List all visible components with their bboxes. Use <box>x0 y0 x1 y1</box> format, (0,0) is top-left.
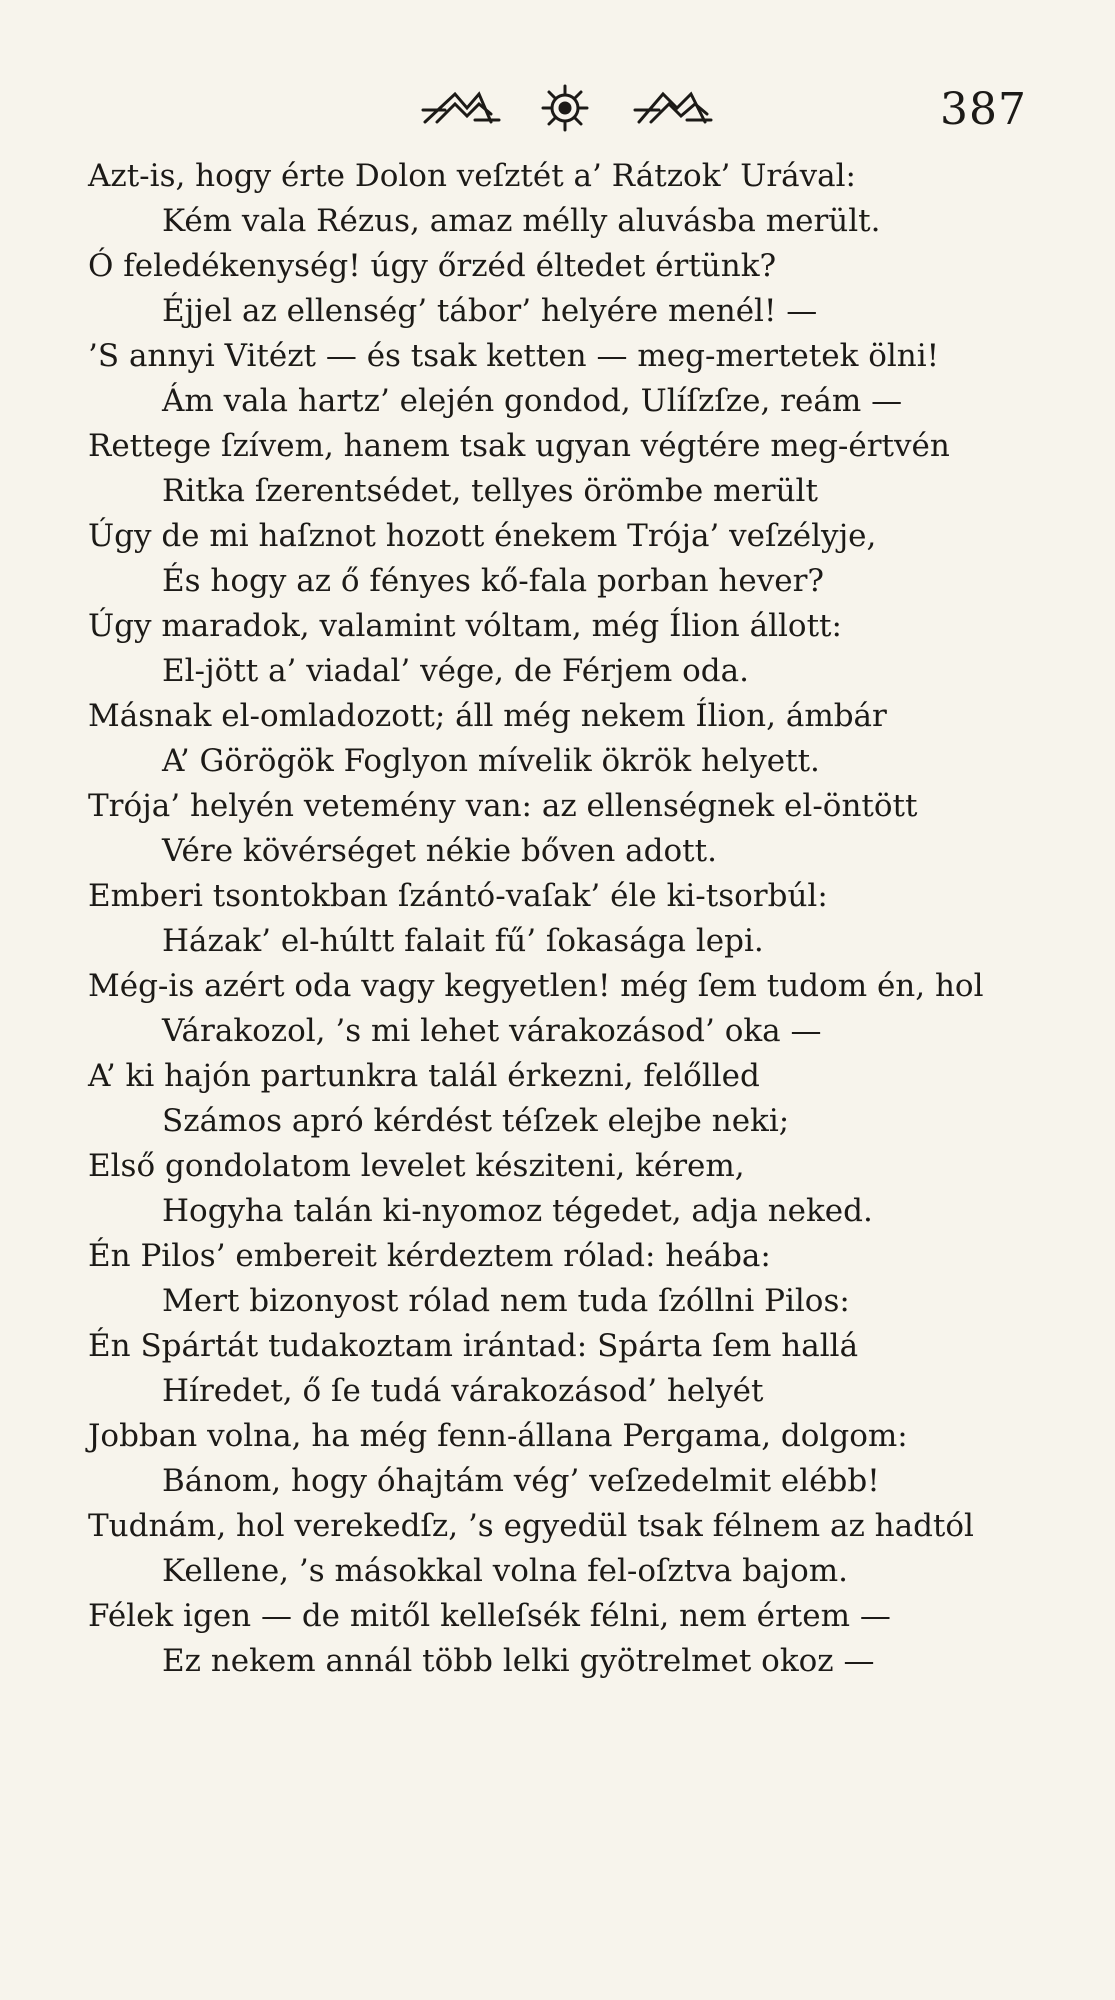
decorative-flourish-icon <box>415 82 715 134</box>
verse-line-29: Jobban volna, ha még fenn-állana Pergama, dolgom: <box>88 1418 908 1454</box>
verse-line-13: Másnak el-omladozott; áll még nekem Ílion, ámbár <box>88 698 887 734</box>
verse-line-15: Trója’ helyén vetemény van: az ellenségnek el-öntött <box>88 788 918 824</box>
verse-line-1: Azt-is, hogy érte Dolon veſztét a’ Rátzok’ Urával: <box>88 158 856 194</box>
verse-line-25: Én Pilos’ embereit kérdeztem rólad: heába: <box>88 1238 771 1274</box>
verse-line-32: Kellene, ’s másokkal volna fel-oſztva bajom. <box>162 1553 848 1589</box>
verse-line-31: Tudnám, hol verekedſz, ’s egyedül tsak félnem az hadtól <box>88 1508 974 1544</box>
verse-line-4: Éjjel az ellenség’ tábor’ helyére menél! — <box>162 293 818 329</box>
page-number: 387 <box>940 84 1027 135</box>
verse-line-19: Még-is azért oda vagy kegyetlen! még ſem tudom én, hol <box>88 968 984 1004</box>
verse-line-34: Ez nekem annál több lelki gyötrelmet okoz — <box>162 1643 875 1679</box>
verse-line-11: Úgy maradok, valamint vóltam, még Ílion állott: <box>88 608 842 644</box>
verse-line-26: Mert bizonyost rólad nem tuda ſzóllni Pilos: <box>162 1283 850 1319</box>
verse-line-20: Várakozol, ’s mi lehet várakozásod’ oka — <box>162 1013 822 1049</box>
verse-line-14: A’ Görögök Foglyon mívelik ökrök helyett. <box>162 743 820 779</box>
verse-line-7: Rettege ſzívem, hanem tsak ugyan végtére meg-értvén <box>88 428 950 464</box>
verse-line-12: El-jött a’ viadal’ vége, de Férjem oda. <box>162 653 749 689</box>
verse-line-28: Híredet, ő ſe tudá várakozásod’ helyét <box>162 1373 764 1409</box>
verse-line-8: Ritka ſzerentsédet, tellyes örömbe merült <box>162 473 818 509</box>
verse-line-3: Ó feledékenység! úgy őrzéd éltedet értünk? <box>88 248 777 284</box>
verse-line-21: A’ ki hajón partunkra talál érkezni, felőlled <box>88 1058 760 1094</box>
verse-line-30: Bánom, hogy óhajtám vég’ veſzedelmit elébb! <box>162 1463 880 1499</box>
verse-line-24: Hogyha talán ki-nyomoz tégedet, adja neked. <box>162 1193 873 1229</box>
verse-line-33: Félek igen — de mitől kelleſsék félni, nem értem — <box>88 1598 891 1634</box>
verse-line-6: Ám vala hartz’ elején gondod, Ulíſzſze, reám — <box>162 383 903 419</box>
verse-line-18: Házak’ el-húltt falait fű’ ſokasága lepi. <box>162 923 764 959</box>
verse-line-2: Kém vala Rézus, amaz mélly aluvásba merült. <box>162 203 881 239</box>
page-header <box>0 78 1115 138</box>
verse-line-10: És hogy az ő fényes kő-fala porban hever? <box>162 563 825 599</box>
verse-line-22: Számos apró kérdést téſzek elejbe neki; <box>162 1103 790 1139</box>
verse-line-27: Én Spártát tudakoztam irántad: Spárta ſem hallá <box>88 1328 859 1364</box>
verse-line-9: Úgy de mi haſznot hozott énekem Trója’ veſzélyje, <box>88 518 877 554</box>
verse-line-16: Vére kövérséget nékie bőven adott. <box>162 833 717 869</box>
verse-line-23: Első gondolatom levelet késziteni, kérem, <box>88 1148 745 1184</box>
verse-line-5: ’S annyi Vitézt — és tsak ketten — meg-mertetek ölni! <box>88 338 940 374</box>
verse-line-17: Emberi tsontokban ſzántó-vaſak’ éle ki-tsorbúl: <box>88 878 828 914</box>
